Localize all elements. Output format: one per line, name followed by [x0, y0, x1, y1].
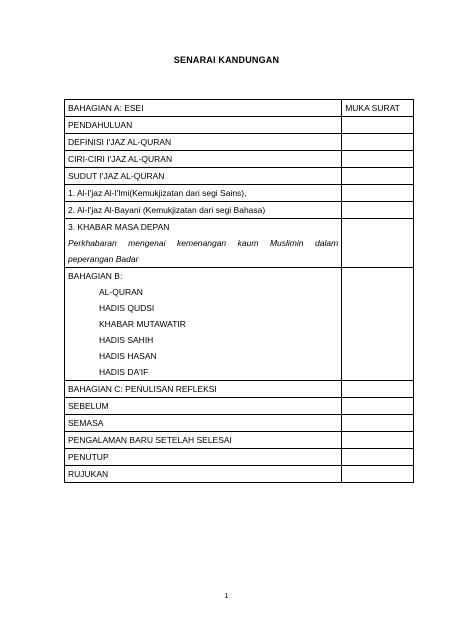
table-row: [65, 381, 414, 398]
khabar-description-line: [68, 235, 338, 251]
page-cell: [342, 268, 414, 381]
page-cell: [342, 449, 414, 466]
page-cell: [342, 398, 414, 415]
page-cell: [342, 202, 414, 219]
sub-entry: HADIS DA'IF: [99, 367, 149, 377]
table-row: [65, 415, 414, 432]
page-cell: [342, 415, 414, 432]
table-header-row: [65, 100, 414, 117]
toc-entry: SUDUT I'JAZ AL-QURAN: [68, 171, 165, 181]
khabar-word: dalam: [315, 238, 339, 248]
toc-entry: 1. Al-I'jaz Al-I'lmi(Kemukjizatan dari segi Sains),: [68, 188, 247, 198]
page-cell: [342, 117, 414, 134]
table-row: [65, 151, 414, 168]
toc-entry: 3. KHABAR MASA DEPAN: [68, 222, 170, 232]
page-cell: [342, 168, 414, 185]
page-cell: [342, 432, 414, 449]
page-cell: [342, 134, 414, 151]
toc-entry: DEFINISI I'JAZ AL-QURAN: [68, 137, 172, 147]
page-cell: [342, 466, 414, 483]
page-cell: [342, 185, 414, 202]
header-page-label: MUKA SURAT: [345, 103, 400, 113]
khabar-word: kemenangan: [177, 238, 227, 248]
khabar-word: kaum: [237, 238, 259, 248]
sub-entry: HADIS QUDSI: [99, 303, 155, 313]
table-of-contents: [64, 99, 414, 483]
table-row: [65, 168, 414, 185]
table-row: [65, 466, 414, 483]
toc-entry: SEMASA: [68, 418, 104, 428]
header-left-cell: [65, 100, 342, 117]
khabar-description-end: peperangan Badar: [68, 254, 139, 264]
table-row: [65, 398, 414, 415]
header-section-label: BAHAGIAN A: ESEI: [68, 103, 144, 113]
sub-entry: AL-QURAN: [99, 287, 143, 297]
khabar-word: Perkhabaran: [68, 238, 117, 248]
sub-entry: KHABAR MUTAWATIR: [99, 319, 186, 329]
page-cell: [342, 381, 414, 398]
sub-entry: HADIS HASAN: [99, 351, 157, 361]
table-row-bahagian-b: [65, 268, 414, 381]
toc-entry: PENDAHULUAN: [68, 120, 133, 130]
section-heading: BAHAGIAN B:: [68, 271, 123, 281]
table-row-khabar: [65, 219, 414, 268]
sub-entry: HADIS SAHIH: [99, 335, 154, 345]
table-row: [65, 134, 414, 151]
toc-entry: PENGALAMAN BARU SETELAH SELESAI: [68, 435, 232, 445]
table-row: [65, 202, 414, 219]
page-number: 1: [224, 593, 229, 600]
header-right-cell: [342, 100, 414, 117]
table-row: [65, 117, 414, 134]
table-row: [65, 185, 414, 202]
toc-entry: SEBELUM: [68, 401, 109, 411]
table-row: [65, 449, 414, 466]
table-row: [65, 432, 414, 449]
page-title: SENARAI KANDUNGAN: [173, 55, 280, 65]
toc-entry: 2. Al-I'jaz Al-Bayani (Kemukjizatan dari segi Bahasa): [68, 205, 266, 215]
toc-entry: CIRI-CIRI I'JAZ AL-QURAN: [68, 154, 173, 164]
page-cell: [342, 219, 414, 268]
toc-entry: BAHAGIAN C: PENULISAN REFLEKSI: [68, 384, 217, 394]
toc-entry: PENUTUP: [68, 452, 109, 462]
toc-entry: RUJUKAN: [68, 469, 109, 479]
khabar-word: mengenai: [128, 238, 166, 248]
page-cell: [342, 151, 414, 168]
khabar-word: Muslimin: [269, 238, 304, 248]
